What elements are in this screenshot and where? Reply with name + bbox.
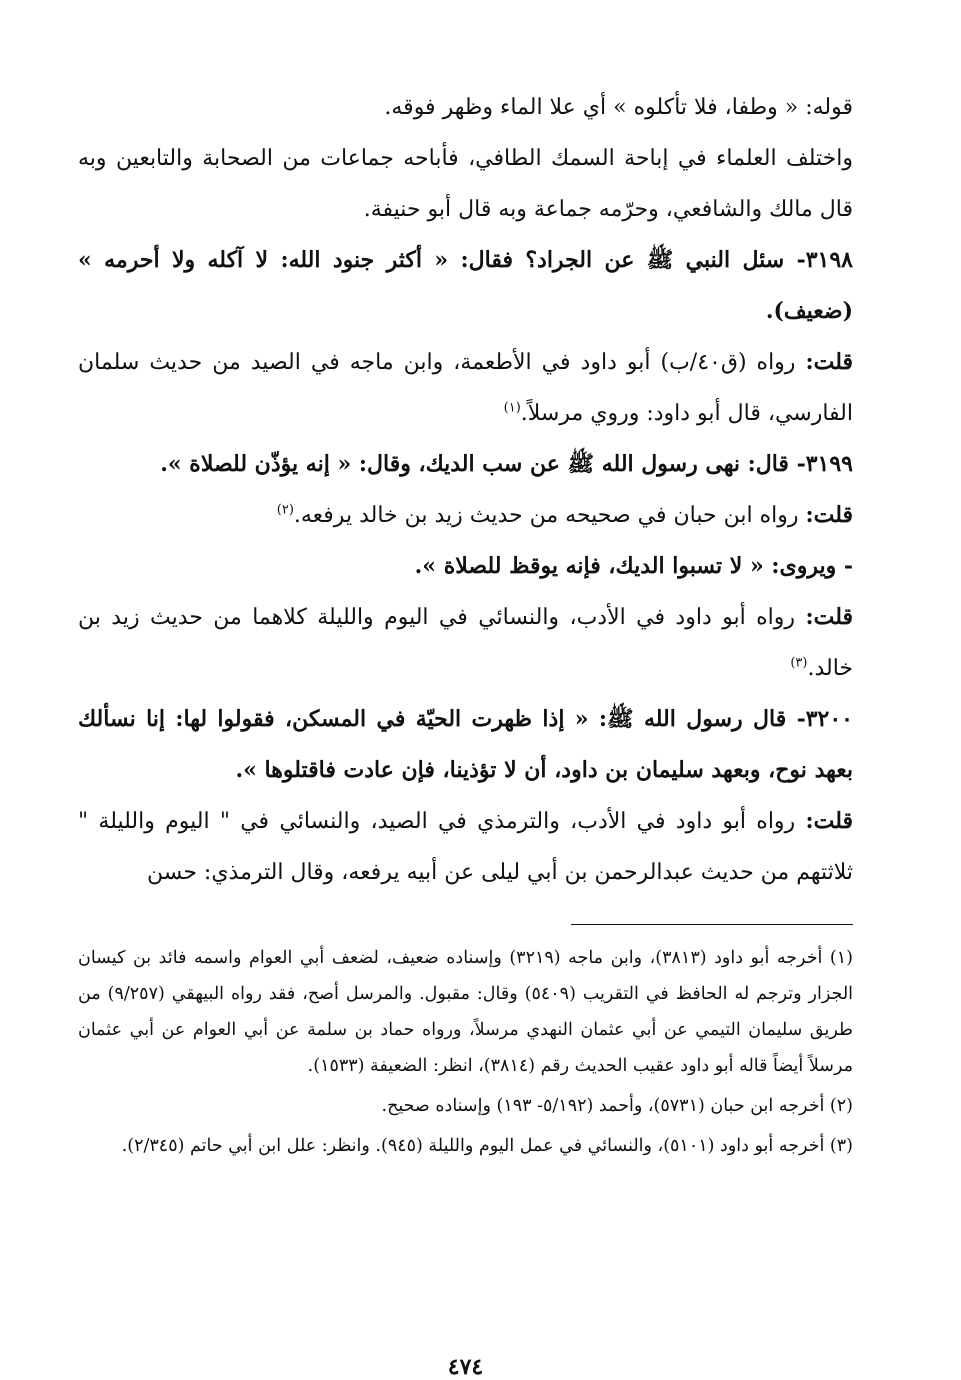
footnote-ref-1[interactable]: (١) xyxy=(503,400,521,416)
commentary-label: قلت: xyxy=(805,604,853,630)
footnote-ref-2[interactable]: (٢) xyxy=(276,502,294,518)
page-number: ٤٧٤ xyxy=(447,1354,484,1380)
book-page xyxy=(78,82,854,1380)
commentary-3198 xyxy=(78,337,853,439)
commentary-text: رواه (ق٤٠/ب) أبو داود في الأطعمة، وابن ماجه في الصيد من حديث سلمان الفارسي، قال أبو داود: وروي مرسلاً. xyxy=(78,350,853,426)
footnote-1: (١) أخرجه أبو داود (٣٨١٣)، وابن ماجه (٣٢١٩) وإسناده ضعيف، لضعف أبي العوام واسمه فائد بن كيسان الجزار وترجم له الحافظ في التقريب (٥٤٠٩) وقال: مقبول. والمرسل أصح، فقد رواه البيهقي (٩/٢٥٧) من طريق سليمان التيمي عن أبي عثمان النهدي مرسلاً، ورواه حماد بن سلمة عن أبي العوام عن أبي عثمان مرسلاً أيضاً قاله أبو داود عقيب الحديث رقم (٣٨١٤)، انظر: الضعيفة (١٥٣٣). xyxy=(78,948,854,1076)
main-text xyxy=(78,82,853,898)
footnotes xyxy=(78,940,853,1168)
hadith-3199-variant: - ويروى: « لا تسبوا الديك، فإنه يوقظ للصلاة ». xyxy=(414,553,853,579)
commentary-text: رواه أبو داود في الأدب، والترمذي في الصيد، والنسائي في " اليوم والليلة " ثلاثتهم من حديث عبدالرحمن بن أبي ليلى عن أبيه يرفعه، وقال الترمذي: حسن xyxy=(78,809,853,885)
footnote-3: (٣) أخرجه أبو داود (٥١٠١)، والنسائي في عمل اليوم والليلة (٩٤٥). وانظر: علل ابن أبي حاتم (٢/٣٤٥). xyxy=(121,1136,853,1156)
hadith-3199: ٣١٩٩- قال: نهى رسول الله ﷺ عن سب الديك، وقال: « إنه يؤذّن للصلاة ». xyxy=(160,451,853,477)
commentary-text: رواه ابن حبان في صحيحه من حديث زيد بن خالد يرفعه. xyxy=(293,503,799,528)
commentary-3200 xyxy=(78,796,853,898)
commentary-3199 xyxy=(78,490,853,541)
paragraph-scholars-opinion: واختلف العلماء في إباحة السمك الطافي، فأباحه جماعات من الصحابة والتابعين وبه قال مالك والشافعي، وحرّمه جماعة وبه قال أبو حنيفة. xyxy=(78,146,853,222)
hadith-3198: ٣١٩٨- سئل النبي ﷺ عن الجراد؟ فقال: « أكثر جنود الله: لا آكله ولا أحرمه » (ضعيف). xyxy=(78,247,853,324)
commentary-label: قلت: xyxy=(805,349,853,375)
commentary-label: قلت: xyxy=(805,808,853,834)
paragraph-quote-explanation: قوله: « وطفا، فلا تأكلوه » أي علا الماء وظهر فوقه. xyxy=(384,95,853,120)
commentary-label: قلت: xyxy=(805,502,853,528)
commentary-3199-variant xyxy=(78,592,853,694)
footnote-2: (٢) أخرجه ابن حبان (٥٧٣١)، وأحمد (٥/١٩٢- ١٩٣) وإسناده صحيح. xyxy=(381,1096,853,1116)
footnote-divider xyxy=(571,924,853,925)
commentary-text: رواه أبو داود في الأدب، والنسائي في اليوم والليلة كلاهما من حديث زيد بن خالد. xyxy=(78,605,853,681)
hadith-3200: ٣٢٠٠- قال رسول الله ﷺ: « إذا ظهرت الحيّة في المسكن، فقولوا لها: إنا نسألك بعهد نوح، وبعهد سليمان بن داود، أن لا تؤذينا، فإن عادت فاقتلوها ». xyxy=(78,706,853,783)
footnote-ref-3[interactable]: (٣) xyxy=(790,655,808,671)
